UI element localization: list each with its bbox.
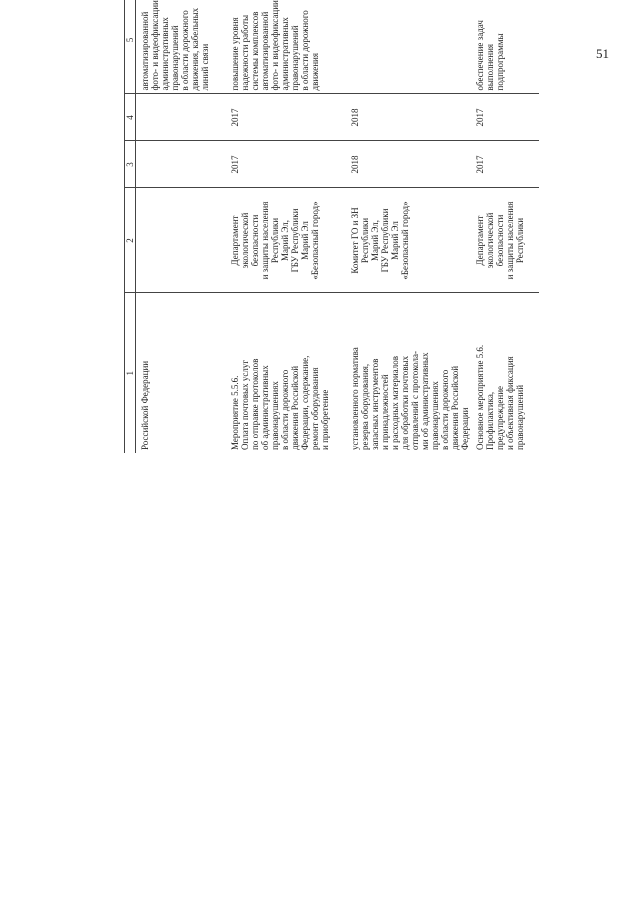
expected-result: обеспечение задач выполнения подпрограммы (474, 20, 505, 91)
program-activities-table (124, 0, 539, 453)
rotated-table-sheet (124, 0, 529, 453)
column-header: 2 (125, 188, 136, 293)
table-row (471, 0, 539, 453)
column-header: 4 (125, 94, 136, 141)
expected-result: автоматизированной фото- и видеофиксации административных правонарушений в области дорожного движения, кабельных линий связи (140, 0, 210, 91)
start-year: 2018 (349, 155, 360, 174)
table-row (136, 0, 226, 453)
activity-name: установленного норматива резерва оборудования, запасных инструментов и принадлежностей и расходных материалов для обработки почтовых отправлений с протокола- ми об административных правонарушениях в области дорожного движения Российской Федерации (349, 347, 470, 450)
page-number: 51 (596, 46, 609, 61)
start-year: 2017 (229, 155, 240, 174)
executor: Комитет ГО и ЗН Республики Марий Эл, ГБУ Республики Марий Эл «Безопасный город» (349, 201, 410, 280)
column-number-row (125, 0, 136, 453)
executor: Департамент экологической безопасности и защиты населения Республики Марий Эл, ГБУ Республики Марий Эл «Безопасный город» (229, 201, 320, 280)
end-year: 2017 (474, 108, 485, 127)
end-year: 2017 (229, 108, 240, 127)
table-row (346, 0, 471, 453)
start-year: 2017 (474, 155, 485, 174)
column-header: 1 (125, 293, 136, 453)
executor: Департамент экологической безопасности и защиты населения Республики (474, 201, 525, 280)
end-year: 2018 (349, 108, 360, 127)
activity-name: Мероприятие 5.5.6. Оплата почтовых услуг по отправке протоколов об административных правонарушениях в области дорожного движения Российской Федерации, содержание, ремонт оборудования и приобретение (229, 355, 330, 450)
column-header: 5 (125, 0, 136, 94)
table-row (226, 0, 346, 453)
expected-result: повышение уровня надежности работы системы комплексов автоматизированной фото- и видеофиксации административных правонарушений в области дорожного движения (229, 0, 320, 91)
activity-name: Основное мероприятие 5.6. Профилактика, предупреждение и объективная фиксация правонарушений (474, 344, 525, 450)
activity-name: Российской Федерации (140, 360, 150, 450)
column-header: 3 (125, 141, 136, 188)
